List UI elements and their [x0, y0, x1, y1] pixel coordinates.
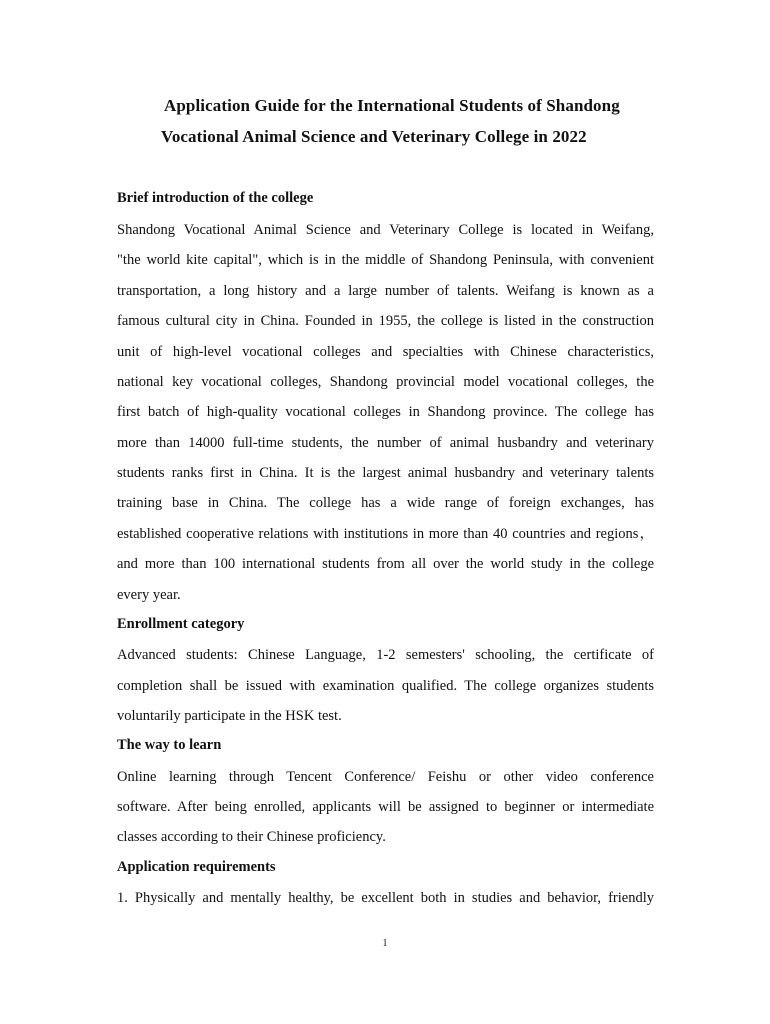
paragraph-line: Shandong Vocational Animal Science and Veterinary College is located in Weifang, [117, 222, 654, 238]
paragraph-line: more than 14000 full-time students, the number of animal husbandry and veterinary [117, 435, 654, 451]
paragraph-line: national key vocational colleges, Shandong provincial model vocational colleges, the [117, 374, 654, 390]
paragraph-line: Online learning through Tencent Conference/ Feishu or other video conference [117, 769, 654, 785]
paragraph-line: students ranks first in China. It is the largest animal husbandry and veterinary talents [117, 465, 654, 481]
section-heading-learning: The way to learn [117, 737, 222, 753]
paragraph-line: voluntarily participate in the HSK test. [117, 708, 342, 724]
paragraph-line: and more than 100 international students from all over the world study in the college [117, 556, 654, 572]
document-title-line-2: Vocational Animal Science and Veterinary College in 2022 [161, 127, 587, 146]
paragraph-line: 1. Physically and mentally healthy, be excellent both in studies and behavior, friendly [117, 890, 654, 906]
section-heading-requirements: Application requirements [117, 859, 276, 875]
paragraph-line: first batch of high-quality vocational colleges in Shandong province. The college has [117, 404, 654, 420]
paragraph-line: classes according to their Chinese proficiency. [117, 829, 386, 845]
paragraph-line: unit of high-level vocational colleges and specialties with Chinese characteristics, [117, 344, 654, 360]
paragraph-line: completion shall be issued with examination qualified. The college organizes students [117, 678, 654, 694]
section-heading-enrollment: Enrollment category [117, 616, 245, 632]
paragraph-line: every year. [117, 587, 181, 603]
paragraph-line: Advanced students: Chinese Language, 1-2 semesters' schooling, the certificate of [117, 647, 654, 663]
paragraph-line: "the world kite capital", which is in the middle of Shandong Peninsula, with convenient [117, 252, 654, 268]
page-number: 1 [382, 938, 388, 949]
paragraph-line: transportation, a long history and a large number of talents. Weifang is known as a [117, 283, 654, 299]
paragraph-line: software. After being enrolled, applicants will be assigned to beginner or intermediate [117, 799, 654, 815]
document-title-line-1: Application Guide for the International Students of Shandong [164, 96, 620, 115]
paragraph-line: famous cultural city in China. Founded in 1955, the college is listed in the construction [117, 313, 654, 329]
paragraph-line: established cooperative relations with institutions in more than 40 countries and regions， [117, 526, 654, 542]
section-heading-intro: Brief introduction of the college [117, 190, 314, 206]
paragraph-line: training base in China. The college has a wide range of foreign exchanges, has [117, 495, 654, 511]
